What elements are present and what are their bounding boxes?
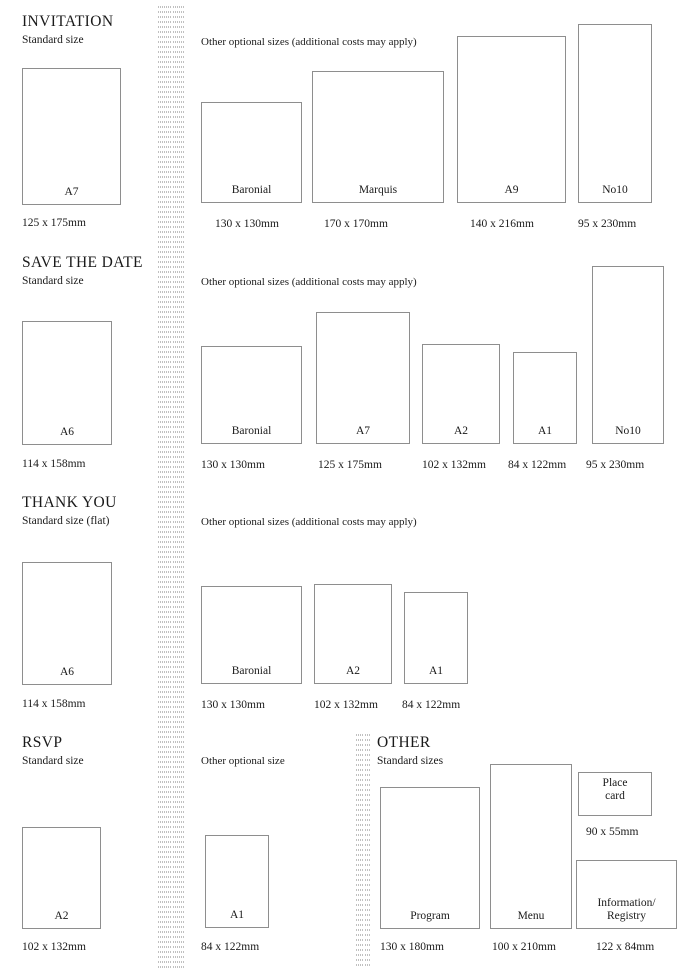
card-invitation-a9[interactable] [457,36,566,203]
card-label: A9 [504,183,519,196]
card-dims-rsvp-a1: 84 x 122mm [201,941,260,953]
card-invitation-marquis[interactable] [312,71,444,203]
card-label: No10 [602,183,628,196]
card-label: A1 [229,908,245,921]
card-thank-you-baronial[interactable] [201,586,302,684]
card-dims-save-the-date-baronial: 130 x 130mm [201,459,265,471]
card-thank-you-a1[interactable] [404,592,468,684]
card-label: Marquis [358,183,398,196]
card-label: A6 [59,665,75,678]
card-label: A1 [428,664,444,677]
card-dims-save-the-date-no10: 95 x 230mm [586,459,645,471]
section-subtitle-other: Standard sizes [377,755,444,767]
card-label: A2 [54,909,69,922]
card-label: Baronial [231,424,272,437]
card-label: Baronial [231,664,272,677]
card-dims-invitation-no10: 95 x 230mm [578,218,637,230]
section-title-rsvp: RSVP [22,734,63,751]
card-save-the-date-a2[interactable] [422,344,500,444]
card-label: A6 [59,425,75,438]
card-thank-you-a2[interactable] [314,584,392,684]
card-dims-invitation-a9: 140 x 216mm [470,218,534,230]
card-label: Menu [517,909,545,922]
card-rsvp-a1[interactable] [205,835,269,928]
card-invitation-baronial[interactable] [201,102,302,203]
card-save-the-date-baronial[interactable] [201,346,302,444]
card-dims-thank-you-standard: 114 x 158mm [22,698,86,710]
card-dims-invitation-marquis: 170 x 170mm [324,218,388,230]
card-dims-other-program: 130 x 180mm [380,941,444,953]
card-label [577,897,676,923]
card-label-line2: card [605,790,625,803]
section-title-other: OTHER [377,734,431,751]
section-subtitle-rsvp: Standard size [22,755,84,767]
card-dims-invitation-baronial: 130 x 130mm [215,218,279,230]
vertical-dotted-divider-other [356,734,370,968]
card-rsvp-standard[interactable] [22,827,101,929]
card-save-the-date-standard[interactable] [22,321,112,445]
card-dims-save-the-date-standard: 114 x 158mm [22,458,86,470]
vertical-dotted-divider-left [158,6,184,968]
card-label: A7 [355,424,371,437]
card-other-information-registry[interactable] [576,860,677,929]
optional-label-invitation: Other optional sizes (additional costs may apply) [201,36,417,48]
optional-label-thank-you: Other optional sizes (additional costs may apply) [201,516,417,528]
card-dims-thank-you-baronial: 130 x 130mm [201,699,265,711]
card-dims-other-menu: 100 x 210mm [492,941,556,953]
card-save-the-date-a7[interactable] [316,312,410,444]
card-dims-save-the-date-a2: 102 x 132mm [422,459,486,471]
card-label: Baronial [231,183,272,196]
card-label: A2 [345,664,361,677]
section-title-thank-you: THANK YOU [22,494,117,511]
card-thank-you-standard[interactable] [22,562,112,685]
card-dims-other-place-card: 90 x 55mm [586,826,639,838]
card-invitation-no10[interactable] [578,24,652,203]
section-subtitle-invitation: Standard size [22,34,84,46]
optional-label-rsvp: Other optional size [201,755,285,767]
card-invitation-standard[interactable] [22,68,121,205]
optional-label-save-the-date: Other optional sizes (additional costs may apply) [201,276,417,288]
section-subtitle-save-the-date: Standard size [22,275,84,287]
card-label: A2 [453,424,469,437]
card-other-menu[interactable] [490,764,572,929]
card-dims-save-the-date-a7: 125 x 175mm [318,459,382,471]
card-label: No10 [615,424,641,437]
card-label: Program [410,909,450,922]
card-dims-other-information-registry: 122 x 84mm [596,941,655,953]
card-label-line1: Place [602,777,628,789]
card-dims-thank-you-a2: 102 x 132mm [314,699,378,711]
card-label: A7 [64,185,79,198]
card-label-line1: Information/ [597,896,656,909]
section-title-invitation: INVITATION [22,13,114,30]
card-dims-thank-you-a1: 84 x 122mm [402,699,461,711]
section-subtitle-thank-you: Standard size (flat) [22,515,110,527]
card-label [579,777,651,803]
card-other-program[interactable] [380,787,480,929]
card-label-line2: Registry [607,909,646,922]
card-dims-invitation-standard: 125 x 175mm [22,217,86,229]
card-dims-save-the-date-a1: 84 x 122mm [508,459,567,471]
card-other-place-card[interactable] [578,772,652,816]
card-label: A1 [537,424,553,437]
section-title-save-the-date: SAVE THE DATE [22,254,143,271]
card-dims-rsvp-standard: 102 x 132mm [22,941,86,953]
card-save-the-date-no10[interactable] [592,266,664,444]
card-save-the-date-a1[interactable] [513,352,577,444]
